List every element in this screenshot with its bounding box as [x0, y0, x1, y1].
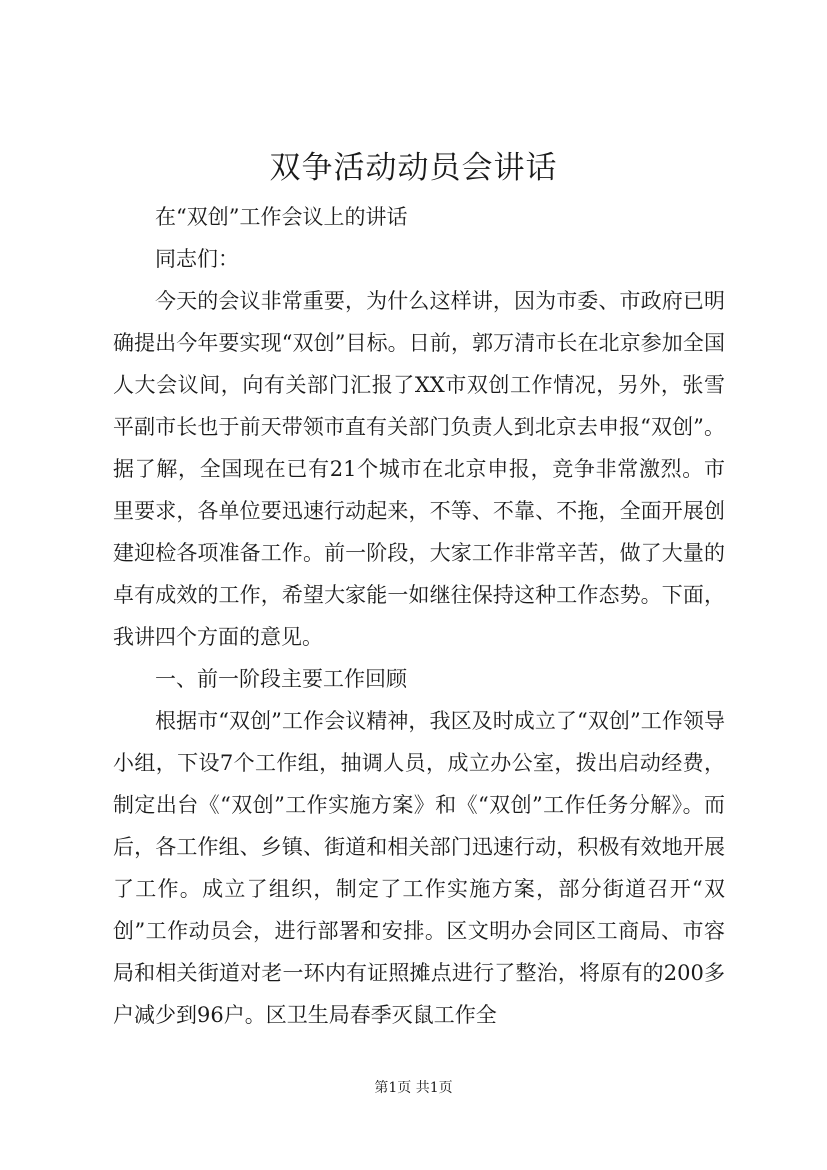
salutation: 同志们：	[155, 247, 239, 271]
document-title: 双争活动动员会讲话	[269, 150, 558, 186]
speech-subtitle: 在“双创”工作会议上的讲话	[155, 205, 408, 229]
section-heading: 一、前一阶段主要工作回顾	[155, 667, 407, 691]
page-footer: 第1页 共1页	[374, 1080, 453, 1096]
body-paragraph: 今天的会议非常重要，为什么这样讲，因为市委、市政府已明确提出今年要实现“双创”目标。日前，郭万清市长在北京参加全国人大会议间，向有关部门汇报了XX市双创工作情况，另外，张雪平副市长也于前天带领市直有关部门负责人到北京去申报“双创”。据了解，全国现在已有21个城市在北京申报，竞争非常激烈。市里要求，各单位要迅速行动起来，不等、不靠、不拖，全面开展创建迎检各项准备工作。前一阶段，大家工作非常辛苦，做了大量的卓有成效的工作，希望大家能一如继往保持这种工作态势。下面，我讲四个方面的意见。	[113, 289, 725, 649]
body-paragraph: 根据市“双创”工作会议精神，我区及时成立了“双创”工作领导小组，下设7个工作组，抽调人员，成立办公室，拨出启动经费，制定出台《“双创”工作实施方案》和《“双创”工作任务分解》。而后，各工作组、乡镇、街道和相关部门迅速行动，积极有效地开展了工作。成立了组织，制定了工作实施方案，部分街道召开“双创”工作动员会，进行部署和安排。区文明办会同区工商局、市容局和相关街道对老一环内有证照摊点进行了整治，将原有的200多户减少到96户。区卫生局春季灭鼠工作全	[113, 709, 725, 1027]
document-body	[113, 196, 725, 1036]
